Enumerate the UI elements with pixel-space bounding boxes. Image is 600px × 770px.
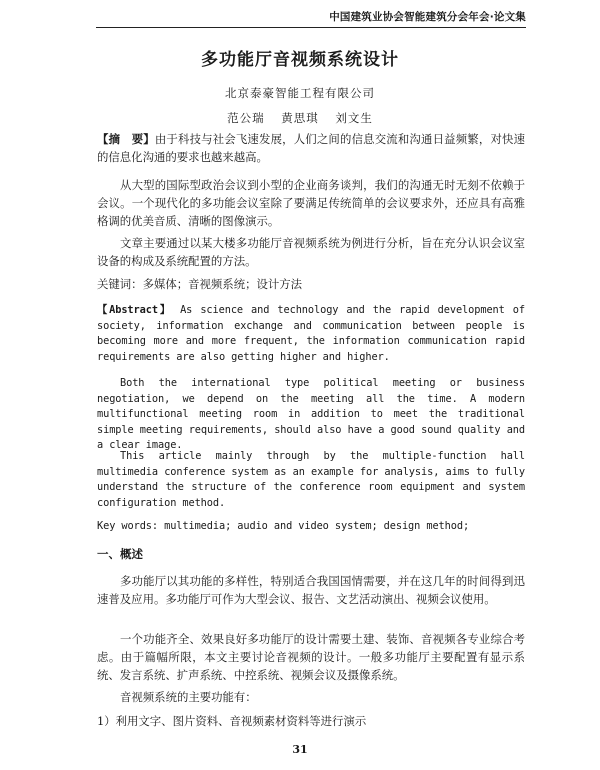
abstract-en-text-1: As science and technology and the rapid development of society, information exchange and communication between people is becoming more and more frequent, the information communication rapid requirements are also getting higher and higher.: [97, 304, 525, 363]
abstract-cn-p1: [97, 130, 525, 166]
section-heading: 一、概述: [97, 547, 143, 561]
abstract-cn-p2: 从大型的国际型政治会议到小型的企业商务谈判，我们的沟通无时无刻不依赖于会议。一个现代化的多功能会议室除了要满足传统简单的会议要求外，还应具有高雅格调的优美音质、清晰的图像演示。: [97, 178, 525, 228]
running-head: 中国建筑业协会智能建筑分会年会·论文集: [329, 11, 526, 23]
keywords-en: Key words: multimedia; audio and video system; design method;: [97, 520, 470, 532]
affiliation: 北京泰豪智能工程有限公司: [225, 86, 375, 100]
abstract-cn-p3: 文章主要通过以某大楼多功能厅音视频系统为例进行分析，旨在充分认识会议室设备的构成及系统配置的方法。: [97, 236, 525, 268]
abstract-en-tag: 【Abstract】: [97, 304, 173, 316]
section1-p3: 音视频系统的主要功能有：: [120, 690, 257, 704]
section1-p4: 1）利用文字、图片资料、音视频素材资料等进行演示: [97, 714, 367, 728]
keywords-cn: 关键词：多媒体；音视频系统；设计方法: [97, 277, 303, 291]
section1-p2: 一个功能齐全、效果良好多功能厅的设计需要土建、装饰、音视频各专业综合考虑。由于篇幅所限，本文主要讨论音视频的设计。一般多功能厅主要配置有显示系统、发言系统、扩声系统、中控系统、视频会议及摄像系统。: [97, 632, 525, 682]
abstract-en-p1: [97, 303, 525, 365]
abstract-en-p3: This article mainly through by the multiple-function hall multimedia conference system as an example for analysis, aims to fully understand the structure of the conference room equipment and system configuration method.: [97, 450, 525, 509]
page-number: 31: [292, 743, 308, 756]
section1-p1: 多功能厅以其功能的多样性，特别适合我国国情需要，并在这几年的时间得到迅速普及应用。多功能厅可作为大型会议、报告、文艺活动演出、视频会议使用。: [97, 574, 525, 606]
abstract-cn-tag: 【摘 要】: [97, 132, 155, 146]
abstract-cn-text-1: 由于科技与社会飞速发展，人们之间的信息交流和沟通日益频繁，对快速的信息化沟通的要求也越来越高。: [97, 132, 525, 164]
authors: 范公瑞 黄思琪 刘文生: [227, 111, 373, 125]
header-rule: [96, 27, 526, 28]
paper-title: 多功能厅音视频系统设计: [201, 50, 399, 70]
abstract-en-p2: Both the international type political meeting or business negotiation, we depend on the meeting all the time. A modern multifunctional meeting room in addition to meet the traditional simple meeting requirements, should also have a good sound quality and a clear image.: [97, 377, 525, 451]
